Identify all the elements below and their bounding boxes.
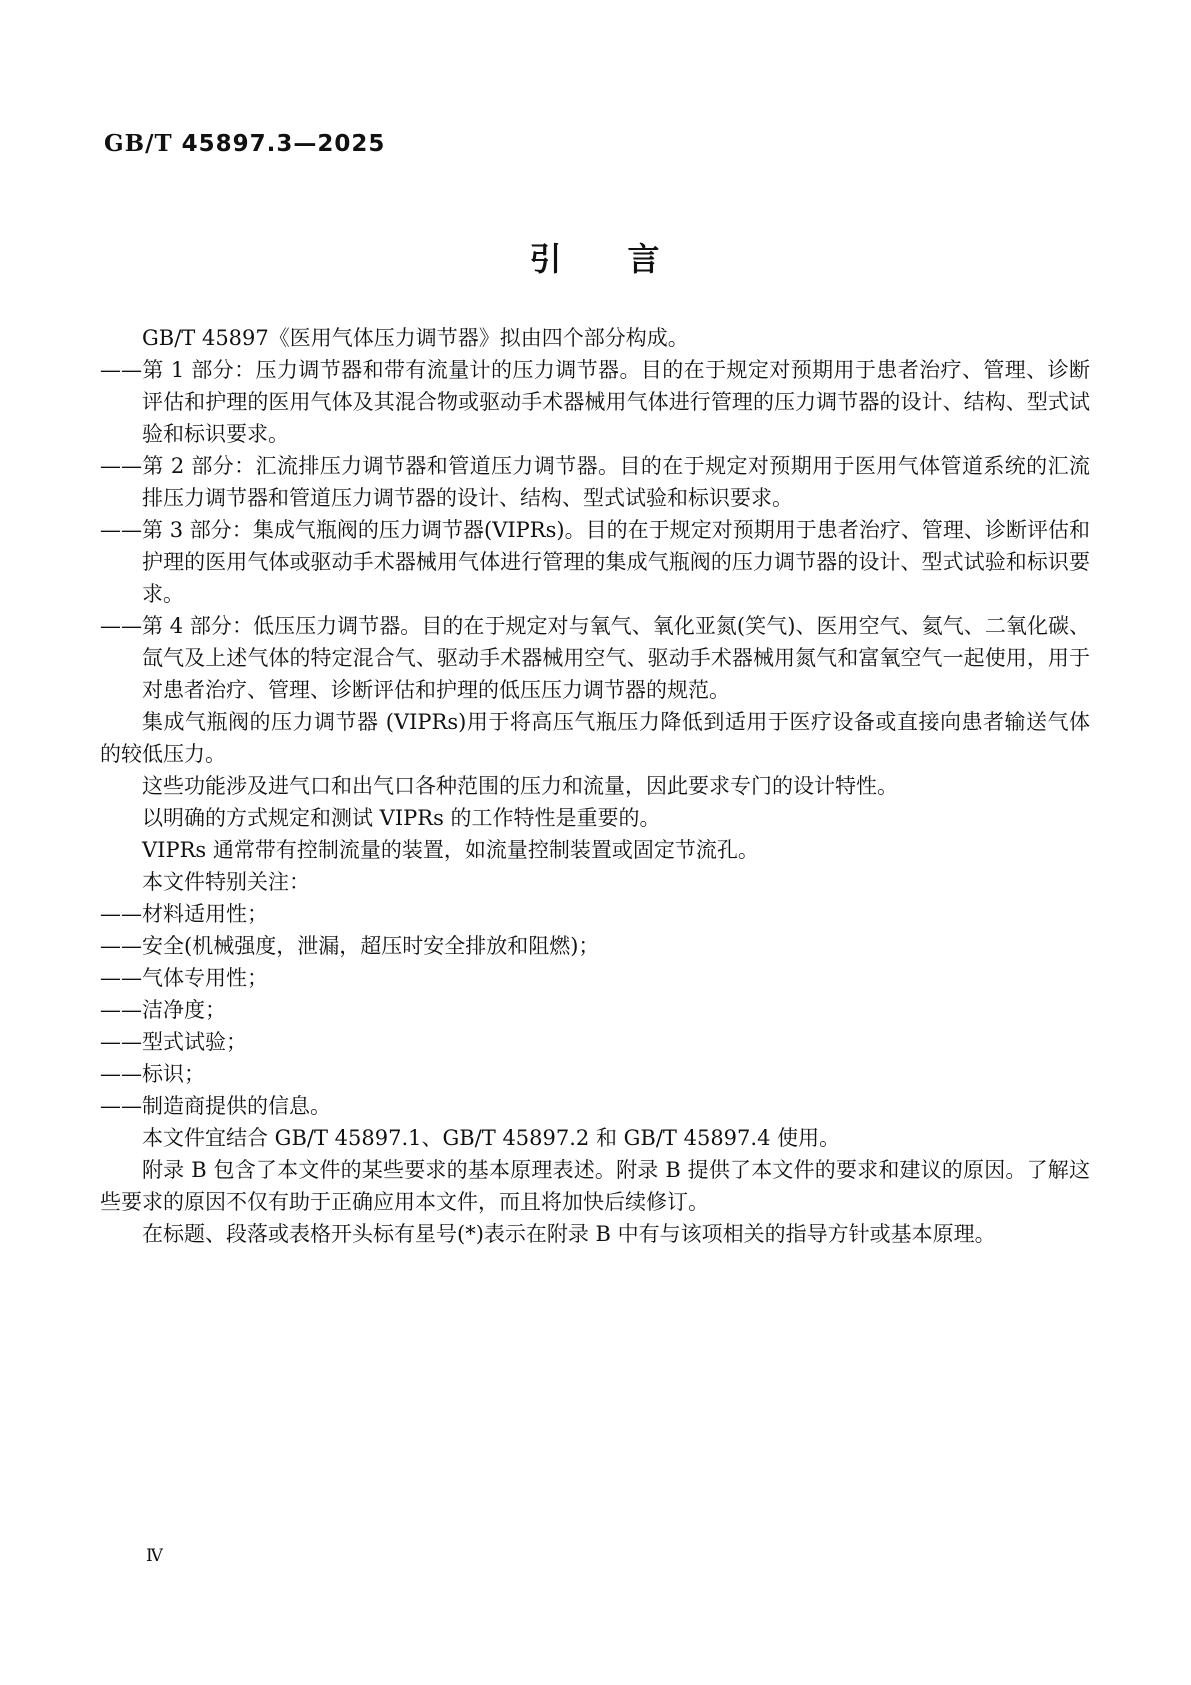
document-code [104, 130, 385, 157]
paragraph: 在标题、段落或表格开头标有星号(*)表示在附录 B 中有与该项相关的指导方针或基本原理。 [142, 1222, 996, 1246]
page-number: Ⅳ [146, 1546, 164, 1566]
paragraph: GB/T 45897《医用气体压力调节器》拟由四个部分构成。 [142, 326, 689, 350]
paragraph: 本文件宜结合 GB/T 45897.1、GB/T 45897.2 和 GB/T 45897.4 使用。 [142, 1126, 841, 1150]
list-item: ——制造商提供的信息。 [100, 1094, 331, 1118]
paragraph: VIPRs 通常带有控制流量的装置，如流量控制装置或固定节流孔。 [142, 838, 759, 862]
paragraph: 本文件特别关注： [142, 870, 310, 894]
section-title-char1: 引 [529, 240, 564, 278]
list-item: ——第 3 部分：集成气瓶阀的压力调节器(VIPRs)。目的在于规定对预期用于患者治疗、管理、诊断评估和护理的医用气体或驱动手术器械用气体进行管理的集成气瓶阀的压力调节器的设计、型式试验和标识要求。 [100, 518, 1090, 606]
list-item: ——第 2 部分：汇流排压力调节器和管道压力调节器。目的在于规定对预期用于医用气体管道系统的汇流排压力调节器和管道压力调节器的设计、结构、型式试验和标识要求。 [100, 454, 1090, 510]
list-item: ——材料适用性； [100, 902, 268, 926]
paragraph: 附录 B 包含了本文件的某些要求的基本原理表述。附录 B 提供了本文件的要求和建议的原因。了解这些要求的原因不仅有助于正确应用本文件，而且将加快后续修订。 [100, 1158, 1090, 1214]
list-item: ——气体专用性； [100, 966, 268, 990]
document-body [100, 322, 1090, 1250]
standard-number: 45897.3—2025 [181, 131, 386, 157]
list-item: ——安全(机械强度，泄漏，超压时安全排放和阻燃)； [100, 934, 600, 958]
paragraph: 集成气瓶阀的压力调节器 (VIPRs)用于将高压气瓶压力降低到适用于医疗设备或直接向患者输送气体的较低压力。 [100, 710, 1090, 766]
section-title [0, 234, 1191, 280]
list-item: ——第 4 部分：低压压力调节器。目的在于规定对与氧气、氧化亚氮(笑气)、医用空气、氦气、二氧化碳、氙气及上述气体的特定混合气、驱动手术器械用空气、驱动手术器械用氮气和富氧空气一起使用，用于对患者治疗、管理、诊断评估和护理的低压压力调节器的规范。 [100, 614, 1090, 702]
paragraph: 以明确的方式规定和测试 VIPRs 的工作特性是重要的。 [142, 806, 661, 830]
list-item: ——洁净度； [100, 998, 226, 1022]
paragraph: 这些功能涉及进气口和出气口各种范围的压力和流量，因此要求专门的设计特性。 [142, 774, 898, 798]
standard-prefix: GB/T [104, 130, 173, 157]
list-item: ——第 1 部分：压力调节器和带有流量计的压力调节器。目的在于规定对预期用于患者治疗、管理、诊断评估和护理的医用气体及其混合物或驱动手术器械用气体进行管理的压力调节器的设计、结构、型式试验和标识要求。 [100, 358, 1090, 446]
list-item: ——型式试验； [100, 1030, 247, 1054]
section-title-char2: 言 [627, 240, 662, 278]
list-item: ——标识； [100, 1062, 205, 1086]
